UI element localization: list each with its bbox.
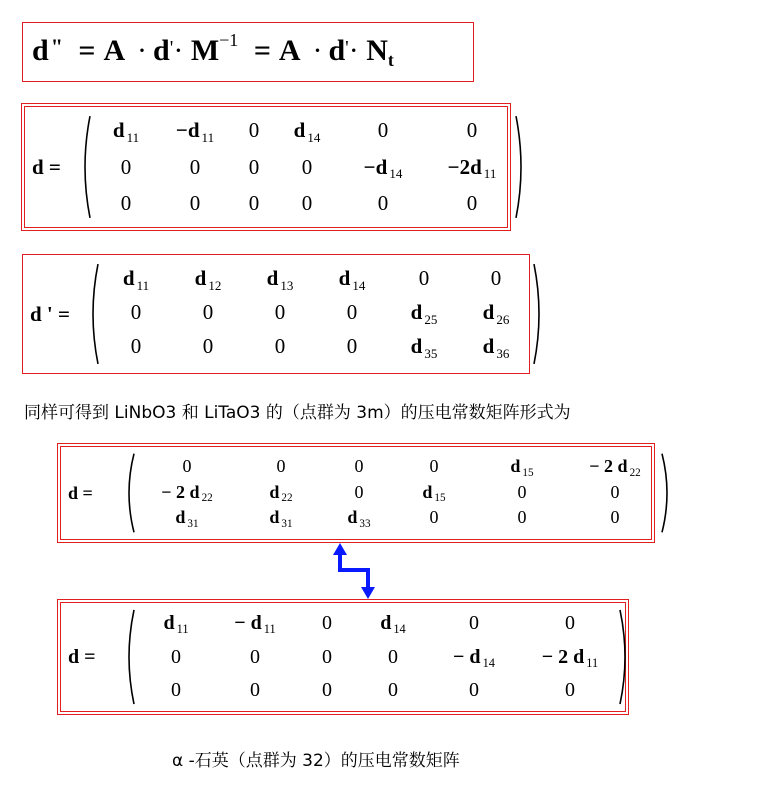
matrix-cell: 0	[466, 118, 478, 142]
matrix-cell: −2d $_{11}$	[447, 154, 497, 182]
matrix-cell: d $_{35}$	[410, 334, 438, 361]
matrix-cell: 0	[610, 481, 620, 502]
left-paren	[122, 452, 136, 534]
matrix3-lhs: d =	[68, 482, 93, 503]
matrix-cell: 0	[276, 456, 286, 476]
left-paren	[86, 262, 100, 366]
matrix-cell: 0	[429, 507, 439, 528]
matrix-cell: 0	[469, 679, 479, 701]
matrix-cell: 0	[171, 645, 181, 668]
matrix-cell: 0	[202, 300, 214, 325]
matrix-cell: 0	[130, 334, 142, 359]
matrix-cell: 0	[301, 191, 313, 215]
matrix-row	[136, 482, 660, 505]
matrix-cell: − 2 d $_{11}$	[541, 645, 599, 670]
double-arrow-icon	[328, 540, 378, 602]
matrix-cell: 0	[346, 300, 358, 325]
matrix-cell: d $_{15}$	[422, 481, 446, 505]
matrix-cell: d $_{22}$	[269, 481, 293, 505]
matrix-cell: 0	[248, 154, 260, 179]
matrix-cell: 0	[517, 481, 527, 502]
matrix4	[68, 608, 632, 706]
matrix-cell: − d $_{14}$	[453, 645, 495, 670]
matrix-row	[100, 266, 532, 294]
matrix-cell: − 2 d $_{22}$	[161, 481, 213, 505]
matrix-cell: 0	[346, 334, 358, 359]
matrix-cell: d $_{15}$	[510, 456, 534, 479]
matrix-cell: d $_{11}$	[163, 612, 189, 637]
matrix-cell: 0	[248, 118, 260, 142]
matrix1-lhs: d =	[32, 154, 61, 179]
matrix-row	[136, 679, 618, 702]
matrix-cell: 0	[274, 334, 286, 359]
right-paren	[532, 262, 546, 366]
matrix-cell: 0	[120, 154, 132, 179]
matrix-row	[136, 456, 660, 479]
matrix-cell: 0	[322, 612, 332, 634]
matrix-cell: 0	[202, 334, 214, 359]
matrix-row	[136, 612, 618, 637]
matrix-cell: 0	[322, 645, 332, 668]
matrix-row	[136, 646, 618, 671]
matrix-cell: d $_{14}$	[380, 612, 406, 637]
matrix-cell: d $_{31}$	[269, 507, 293, 530]
matrix-row	[100, 300, 532, 328]
matrix-row	[100, 334, 532, 362]
matrix-cell: d $_{14}$	[293, 118, 321, 145]
matrix-cell: 0	[130, 300, 142, 325]
matrix-cell: 0	[429, 456, 439, 476]
matrix-row	[92, 118, 514, 146]
matrix-cell: 0	[120, 191, 132, 215]
matrix-cell: −d $_{14}$	[363, 154, 403, 182]
matrix-cell: 0	[377, 191, 389, 215]
matrix-cell: 0	[301, 154, 313, 179]
matrix-cell: 0	[517, 507, 527, 528]
matrix1	[32, 114, 528, 220]
matrix-cell: 0	[565, 679, 575, 701]
matrix-cell: d $_{11}$	[122, 266, 150, 293]
matrix-cell: 0	[274, 300, 286, 325]
matrix-cell: − d $_{11}$	[234, 612, 276, 637]
matrix2-lhs: d ' =	[30, 301, 70, 326]
matrix-cell: d $_{12}$	[194, 266, 222, 293]
matrix-cell: 0	[377, 118, 389, 142]
caption-quartz: α -石英（点群为 32）的压电常数矩阵	[172, 751, 460, 771]
matrix-cell: 0	[565, 612, 575, 634]
matrix-cell: 0	[490, 266, 502, 290]
matrix-cell: 0	[418, 266, 430, 290]
caption-linbo3: 同样可得到 LiNbO3 和 LiTaO3 的（点群为 3m）的压电常数矩阵形式为	[24, 403, 571, 423]
right-paren	[618, 608, 632, 706]
matrix-cell: d $_{33}$	[347, 507, 371, 530]
matrix-cell: d $_{36}$	[482, 334, 510, 361]
matrix-cell: d $_{31}$	[175, 507, 199, 530]
matrix-cell: 0	[322, 679, 332, 701]
matrix-cell: 0	[182, 456, 192, 476]
matrix-cell: d $_{14}$	[338, 266, 366, 293]
matrix-cell: − 2 d $_{22}$	[589, 456, 641, 479]
matrix-cell: 0	[250, 679, 260, 701]
matrix-cell: 0	[171, 679, 181, 701]
equation: $d^" = A \cdot d'\cdot M^{-1} = A \cdot d'\cdot N_t$	[32, 30, 394, 70]
matrix-cell: 0	[469, 612, 479, 634]
matrix-row	[92, 155, 514, 183]
matrix2	[30, 262, 546, 366]
matrix-cell: d $_{26}$	[482, 300, 510, 327]
matrix-cell: 0	[354, 456, 364, 476]
matrix-cell: 0	[189, 154, 201, 179]
matrix4-lhs: d =	[68, 645, 96, 668]
matrix-cell: d $_{13}$	[266, 266, 294, 293]
matrix-cell: 0	[388, 679, 398, 701]
matrix-cell: 0	[388, 645, 398, 668]
left-paren	[122, 608, 136, 706]
right-paren	[660, 452, 674, 534]
left-paren	[78, 114, 92, 220]
matrix-cell: 0	[248, 191, 260, 215]
matrix-cell: 0	[354, 481, 364, 502]
matrix-cell: −d $_{11}$	[175, 118, 215, 145]
matrix-cell: 0	[610, 507, 620, 528]
matrix-cell: 0	[250, 645, 260, 668]
matrix-cell: 0	[466, 191, 478, 215]
matrix-cell: 0	[189, 191, 201, 215]
matrix3	[68, 452, 674, 534]
matrix-cell: d $_{11}$	[112, 118, 140, 145]
matrix-row	[136, 507, 660, 530]
matrix-row	[92, 191, 514, 216]
right-paren	[514, 114, 528, 220]
matrix-cell: d $_{25}$	[410, 300, 438, 327]
